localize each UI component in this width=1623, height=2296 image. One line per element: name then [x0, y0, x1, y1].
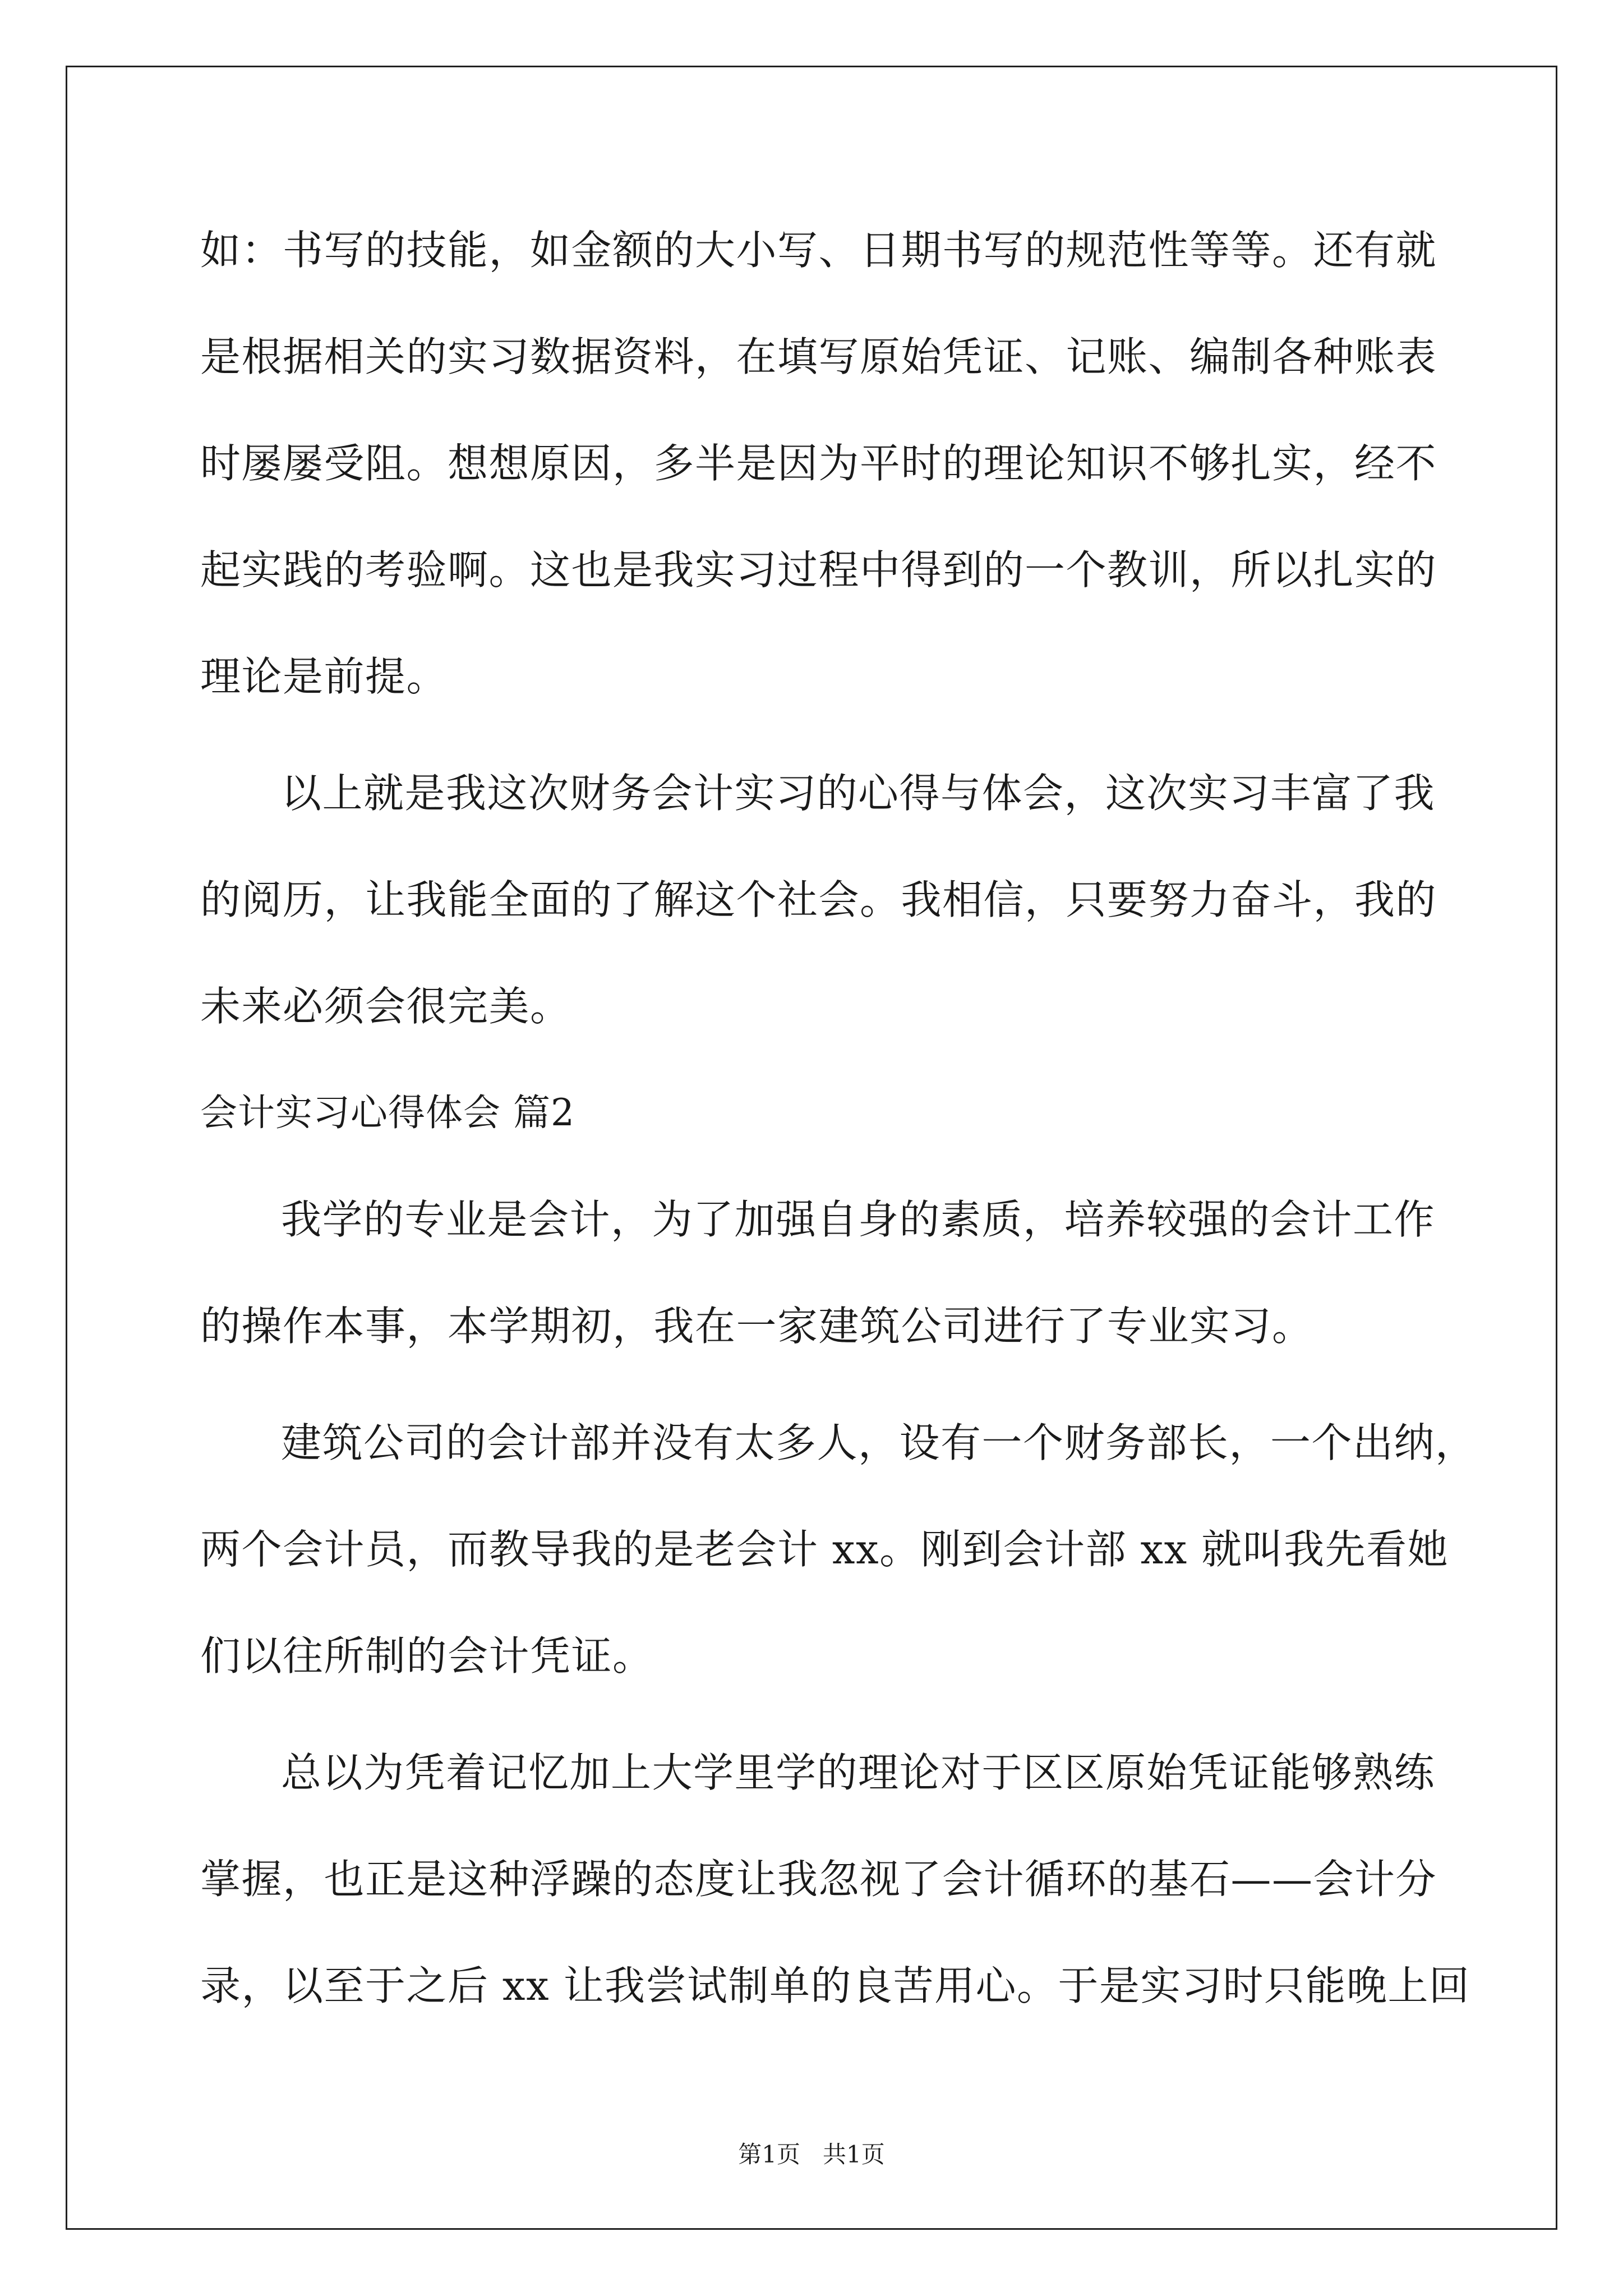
- text-line: 两个会计员，而教导我的是老会计 xx。刚到会计部 xx 就叫我先看她: [200, 1526, 1449, 1573]
- paragraph-start-line: 建筑公司的会计部并没有太多人，设有一个财务部长，一个出纳，: [281, 1419, 1477, 1466]
- text-line: 理论是前提。: [200, 653, 448, 700]
- text-line: 的阅历，让我能全面的了解这个社会。我相信，只要努力奋斗，我的: [200, 876, 1437, 923]
- text-line: 掌握，也正是这种浮躁的态度让我忽视了会计循环的基石——会计分: [200, 1856, 1437, 1903]
- text-line: 未来必须会很完美。: [200, 983, 571, 1030]
- section-heading: 会计实习心得体会 篇2: [200, 1091, 575, 1134]
- text-line: 是根据相关的实习数据资料，在填写原始凭证、记账、编制各种账表: [200, 333, 1437, 380]
- text-line: 时屡屡受阻。想想原因，多半是因为平时的理论知识不够扎实，经不: [200, 440, 1437, 487]
- text-line: 们以往所制的会计凭证。: [200, 1632, 654, 1680]
- paragraph-start-line: 总以为凭着记忆加上大学里学的理论对于区区原始凭证能够熟练: [281, 1749, 1436, 1796]
- text-line: 的操作本事，本学期初，我在一家建筑公司进行了专业实习。: [200, 1303, 1313, 1350]
- paragraph-start-line: 我学的专业是会计，为了加强自身的素质，培养较强的会计工作: [281, 1196, 1436, 1243]
- text-line: 如：书写的技能，如金额的大小写、日期书写的规范性等等。还有就: [200, 227, 1437, 274]
- text-line: 起实践的考验啊。这也是我实习过程中得到的一个教训，所以扎实的: [200, 546, 1437, 593]
- document-body: [200, 202, 1477, 2044]
- page-number-footer: 第1页 共1页: [738, 2141, 885, 2168]
- paragraph-start-line: 以上就是我这次财务会计实习的心得与体会，这次实习丰富了我: [281, 770, 1436, 817]
- text-line: 录，以至于之后 xx 让我尝试制单的良苦用心。于是实习时只能晚上回: [200, 1962, 1470, 2009]
